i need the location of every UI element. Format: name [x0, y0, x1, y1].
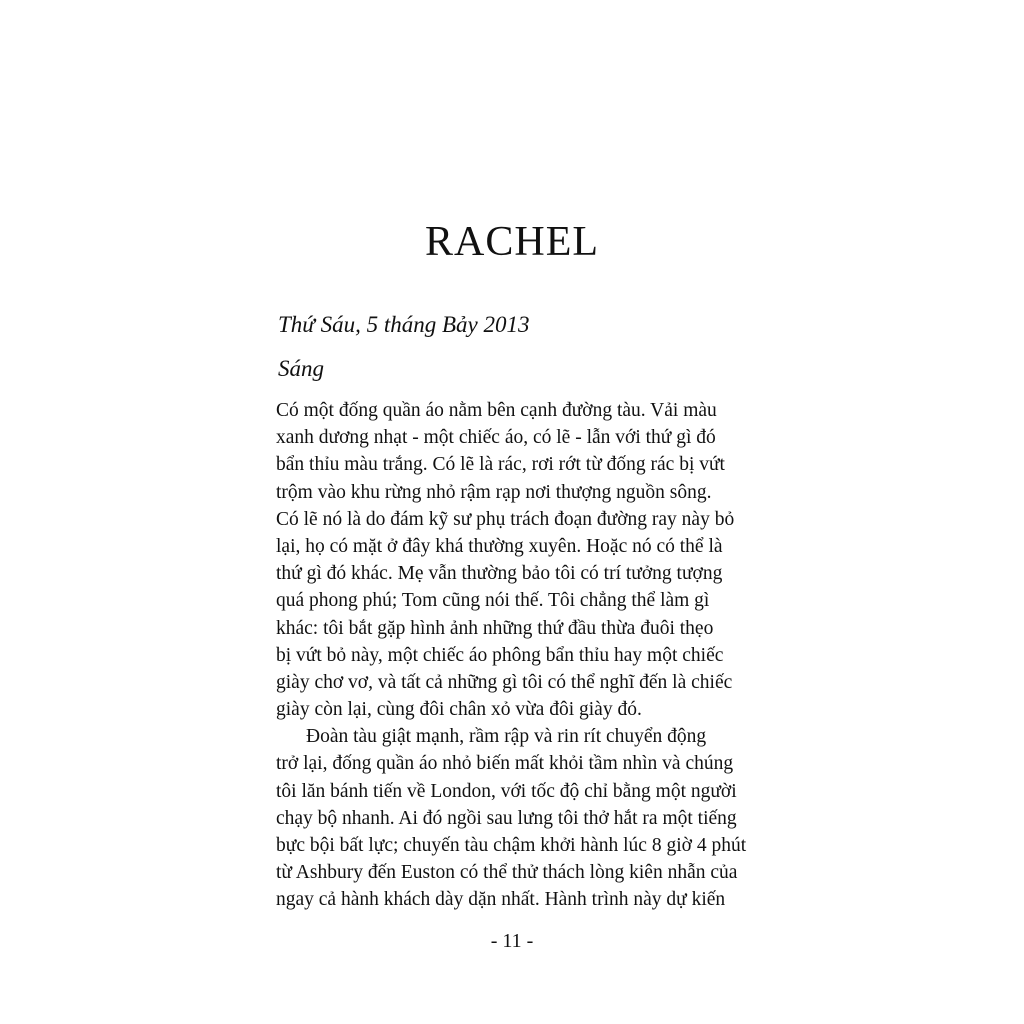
text-line: trở lại, đống quần áo nhỏ biến mất khỏi tầm nhìn và chúng [276, 753, 734, 775]
text-line: bẩn thỉu màu trắng. Có lẽ là rác, rơi rớt từ đống rác bị vứt [276, 454, 725, 476]
text-line: ngay cả hành khách dày dặn nhất. Hành trình này dự kiến [276, 889, 726, 911]
text-line: giày còn lại, cùng đôi chân xỏ vừa đôi giày đó. [276, 699, 642, 721]
text-line: Đoàn tàu giật mạnh, rầm rập và rin rít chuyển động [306, 726, 707, 748]
time-of-day-heading: Sáng [278, 356, 324, 381]
body-text [276, 397, 816, 914]
text-line: khác: tôi bắt gặp hình ảnh những thứ đầu thừa đuôi thẹo [276, 617, 714, 639]
text-line: chạy bộ nhanh. Ai đó ngồi sau lưng tôi thở hắt ra một tiếng [276, 807, 737, 829]
text-line: tôi lăn bánh tiến về London, với tốc độ chỉ bằng một người [276, 780, 737, 802]
text-line: xanh dương nhạt - một chiếc áo, có lẽ - lẫn với thứ gì đó [276, 427, 716, 449]
text-line: lại, họ có mặt ở đây khá thường xuyên. Hoặc nó có thể là [276, 535, 723, 557]
text-line: bị vứt bỏ này, một chiếc áo phông bẩn thỉu hay một chiếc [276, 644, 724, 666]
text-line: giày chơ vơ, và tất cả những gì tôi có thể nghĩ đến là chiếc [276, 671, 733, 693]
date-heading: Thứ Sáu, 5 tháng Bảy 2013 [278, 312, 530, 337]
text-line: thứ gì đó khác. Mẹ vẫn thường bảo tôi có trí tưởng tượng [276, 563, 723, 585]
page-number: - 11 - [490, 930, 534, 952]
text-line: trộm vào khu rừng nhỏ rậm rạp nơi thượng nguồn sông. [276, 481, 712, 503]
text-line: Có một đống quần áo nằm bên cạnh đường tàu. Vải màu [276, 400, 717, 421]
text-line: Có lẽ nó là do đám kỹ sư phụ trách đoạn đường ray này bỏ [276, 508, 735, 530]
text-line: quá phong phú; Tom cũng nói thế. Tôi chẳng thể làm gì [276, 590, 710, 612]
chapter-title: RACHEL [425, 219, 599, 265]
text-line: từ Ashbury đến Euston có thể thử thách lòng kiên nhẫn của [276, 862, 738, 884]
text-line: bực bội bất lực; chuyến tàu chậm khởi hành lúc 8 giờ 4 phút [276, 835, 747, 856]
